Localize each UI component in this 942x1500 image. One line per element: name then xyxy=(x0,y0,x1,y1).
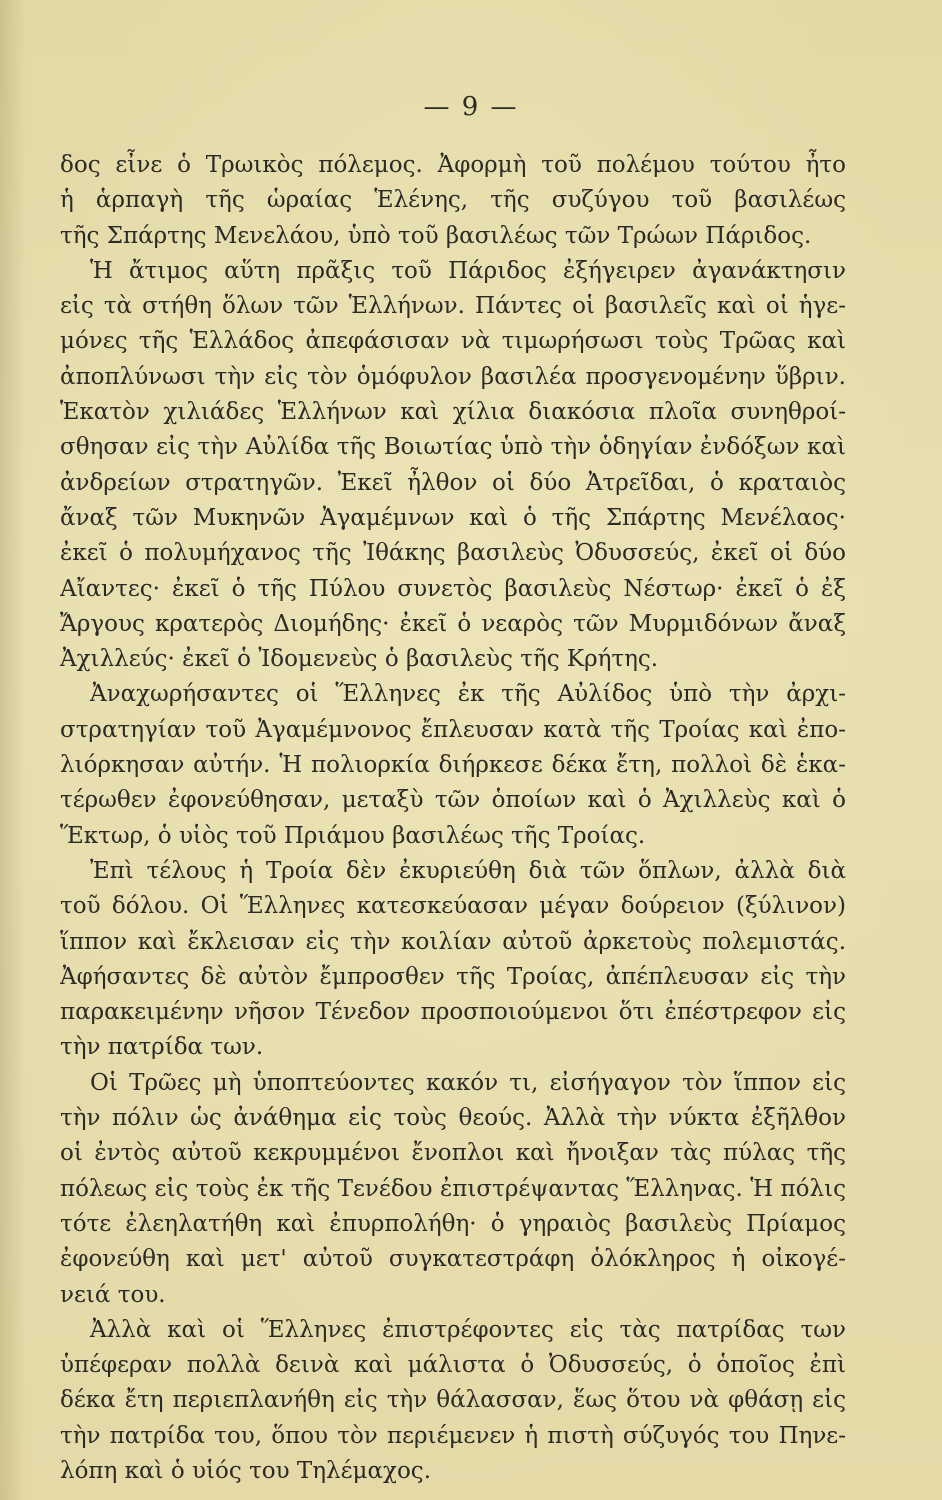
page-number: — 9 — xyxy=(423,92,519,122)
text-line: λιόρκησαν αὐτήν. Ἡ πολιορκία διήρκεσε δέκα ἔτη, πολλοὶ δὲ ἑκα- xyxy=(60,752,846,779)
text-line: τὴν πατρίδα του, ὅπου τὸν περιέμενεν ἡ πιστὴ σύζυγός του Πηνε- xyxy=(60,1422,846,1449)
text-line: ἐφονεύθη καὶ μετ' αὐτοῦ συγκατεστράφη ὁλόκληρος ἡ οἰκογέ- xyxy=(60,1246,846,1273)
text-line: εἰς τὰ στήθη ὅλων τῶν Ἑλλήνων. Πάντες οἱ βασιλεῖς καὶ οἱ ἡγε- xyxy=(60,293,846,320)
text-line: τῆς Σπάρτης Μενελάου, ὑπὸ τοῦ βασιλέως τῶν Τρώων Πάριδος. xyxy=(60,222,812,249)
text-line: δος εἶνε ὁ Τρωικὸς πόλεμος. Ἀφορμὴ τοῦ πολέμου τούτου ἦτο xyxy=(60,152,846,178)
text-line: Ἑκατὸν χιλιάδες Ἑλλήνων καὶ χίλια διακόσια πλοῖα συνηθροί- xyxy=(60,399,846,426)
text-line: Ἕκτωρ, ὁ υἱὸς τοῦ Πριάμου βασιλέως τῆς Τροίας. xyxy=(60,822,646,849)
text-line: ὑπέφεραν πολλὰ δεινὰ καὶ μάλιστα ὁ Ὀδυσσεύς, ὁ ὁποῖος ἐπὶ xyxy=(60,1352,846,1379)
body-text xyxy=(60,148,846,1489)
text-line: τέρωθεν ἐφονεύθησαν, μεταξὺ τῶν ὁποίων καὶ ὁ Ἀχιλλεὺς καὶ ὁ xyxy=(60,787,846,814)
text-line: ἡ ἁρπαγὴ τῆς ὡραίας Ἑλένης, τῆς συζύγου τοῦ βασιλέως xyxy=(60,187,846,214)
text-line: τὴν πατρίδα των. xyxy=(60,1034,264,1061)
text-line: οἱ ἐντὸς αὐτοῦ κεκρυμμένοι ἔνοπλοι καὶ ἤνοιξαν τὰς πύλας τῆς xyxy=(60,1140,846,1167)
text-line: Ἄργους κρατερὸς Διομήδης· ἐκεῖ ὁ νεαρὸς τῶν Μυρμιδόνων ἄναξ xyxy=(60,610,846,637)
text-line: τὴν πόλιν ὡς ἀνάθημα εἰς τοὺς θεούς. Ἀλλὰ τὴν νύκτα ἐξῆλθον xyxy=(60,1105,846,1132)
spine-shadow xyxy=(0,0,26,1500)
text-line: παρακειμένην νῆσον Τένεδον προσποιούμενοι ὅτι ἐπέστρεφον εἰς xyxy=(60,999,846,1026)
text-line: ἀνδρείων στρατηγῶν. Ἐκεῖ ἦλθον οἱ δύο Ἀτρεῖδαι, ὁ κραταιὸς xyxy=(60,469,846,496)
text-line: ἵππον καὶ ἔκλεισαν εἰς τὴν κοιλίαν αὐτοῦ ἀρκετοὺς πολεμιστάς. xyxy=(60,928,846,955)
text-line: ἄναξ τῶν Μυκηνῶν Ἀγαμέμνων καὶ ὁ τῆς Σπάρτης Μενέλαος· xyxy=(60,504,846,531)
text-line: μόνες τῆς Ἑλλάδος ἀπεφάσισαν νὰ τιμωρήσωσι τοὺς Τρῶας καὶ xyxy=(60,328,846,355)
text-line: Ἡ ἄτιμος αὕτη πρᾶξις τοῦ Πάριδος ἐξήγειρεν ἀγανάκτησιν xyxy=(90,257,846,284)
text-line: Ἐπὶ τέλους ἡ Τροία δὲν ἐκυριεύθη διὰ τῶν ὅπλων, ἀλλὰ διὰ xyxy=(90,857,846,884)
text-line: Ἀλλὰ καὶ οἱ Ἕλληνες ἐπιστρέφοντες εἰς τὰς πατρίδας των xyxy=(90,1316,846,1343)
text-line: ἐκεῖ ὁ πολυμήχανος τῆς Ἰθάκης βασιλεὺς Ὀδυσσεύς, ἐκεῖ οἱ δύο xyxy=(60,540,846,567)
text-line: Ἀφήσαντες δὲ αὐτὸν ἔμπροσθεν τῆς Τροίας, ἀπέπλευσαν εἰς τὴν xyxy=(60,963,846,990)
text-line: ἀποπλύνωσι τὴν εἰς τὸν ὁμόφυλον βασιλέα προσγενομένην ὕβριν. xyxy=(60,363,846,390)
text-line: Αἴαντες· ἐκεῖ ὁ τῆς Πύλου συνετὸς βασιλεὺς Νέστωρ· ἐκεῖ ὁ ἐξ xyxy=(60,575,846,602)
text-line: νειά του. xyxy=(60,1281,166,1308)
text-line: τότε ἐλεηλατήθη καὶ ἐπυρπολήθη· ὁ γηραιὸς βασιλεὺς Πρίαμος xyxy=(60,1210,846,1237)
text-line: λόπη καὶ ὁ υἱός του Τηλέμαχος. xyxy=(60,1457,431,1484)
text-line: στρατηγίαν τοῦ Ἀγαμέμνονος ἔπλευσαν κατὰ τῆς Τροίας καὶ ἐπο- xyxy=(60,716,846,743)
text-line: σθησαν εἰς τὴν Αὐλίδα τῆς Βοιωτίας ὑπὸ τὴν ὁδηγίαν ἐνδόξων καὶ xyxy=(60,434,846,461)
text-line: Ἀχιλλεύς· ἐκεῖ ὁ Ἰδομενεὺς ὁ βασιλεὺς τῆς Κρήτης. xyxy=(60,646,659,673)
text-line: Ἀναχωρήσαντες οἱ Ἕλληνες ἐκ τῆς Αὐλίδος ὑπὸ τὴν ἀρχι- xyxy=(90,681,846,708)
text-line: Οἱ Τρῶες μὴ ὑποπτεύοντες κακόν τι, εἰσήγαγον τὸν ἵππον εἰς xyxy=(90,1069,846,1096)
text-line: τοῦ δόλου. Οἱ Ἕλληνες κατεσκεύασαν μέγαν δούρειον (ξύλινον) xyxy=(60,893,846,920)
text-line: πόλεως εἰς τοὺς ἐκ τῆς Τενέδου ἐπιστρέψαντας Ἕλληνας. Ἡ πόλις xyxy=(60,1175,846,1202)
text-line: δέκα ἔτη περιεπλανήθη εἰς τὴν θάλασσαν, ἕως ὅτου νὰ φθάσῃ εἰς xyxy=(60,1387,846,1414)
